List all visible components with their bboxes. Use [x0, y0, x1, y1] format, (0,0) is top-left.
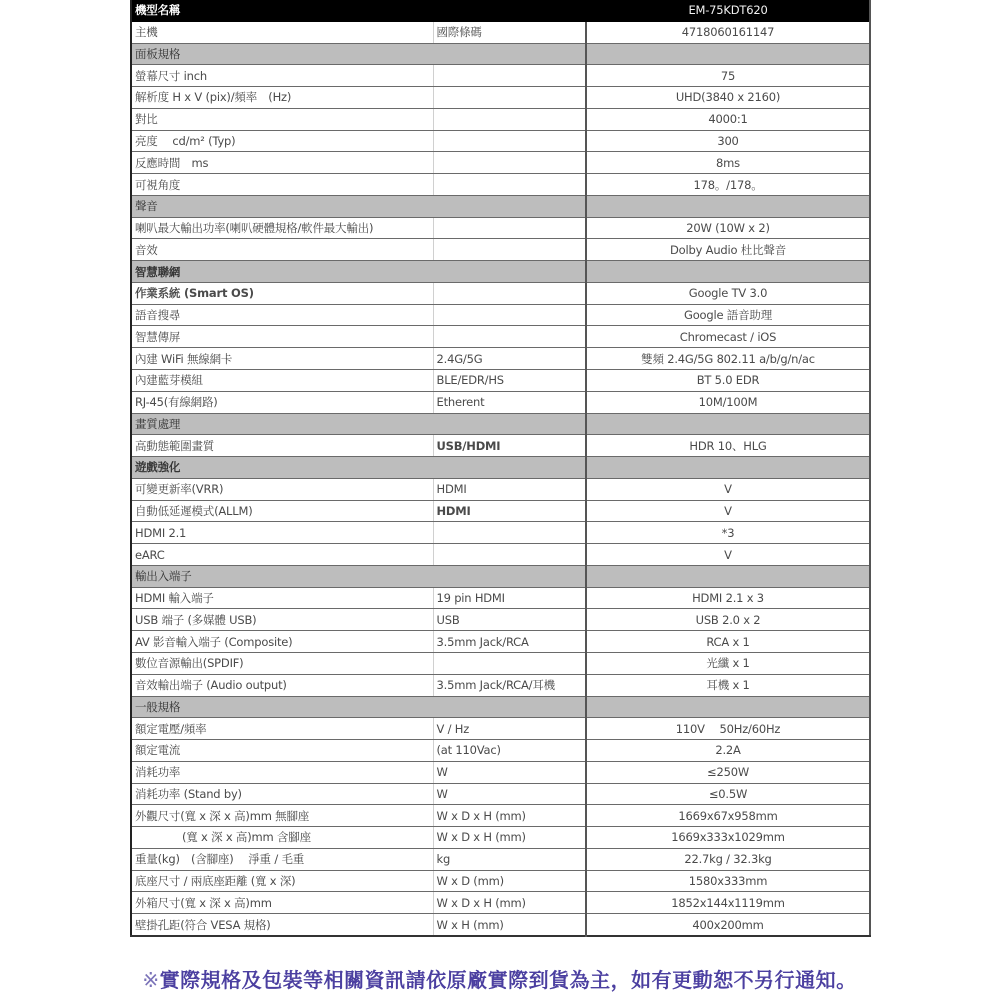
spec-mid [433, 108, 586, 130]
spec-label: AV 影音輸入端子 (Composite) [131, 631, 433, 653]
spec-value: 20W (10W x 2) [586, 217, 870, 239]
table-row [131, 326, 870, 348]
table-row [131, 478, 870, 500]
spec-mid [433, 522, 586, 544]
spec-mid: 3.5mm Jack/RCA/耳機 [433, 674, 586, 696]
reference-mark-icon: ※ [142, 968, 160, 992]
table-row [131, 848, 870, 870]
spec-value: Google 語音助理 [586, 304, 870, 326]
spec-label: 內建藍芽模組 [131, 370, 433, 392]
spec-mid: W [433, 783, 586, 805]
section-title: 輸出入端子 [131, 565, 433, 587]
spec-value: Dolby Audio 杜比聲音 [586, 239, 870, 261]
section-title: 智慧聯網 [131, 261, 433, 283]
spec-value: HDMI 2.1 x 3 [586, 587, 870, 609]
spec-value: ≤250W [586, 761, 870, 783]
table-row [131, 217, 870, 239]
section-header-panel [131, 43, 870, 65]
spec-value: 8ms [586, 152, 870, 174]
spec-mid [433, 87, 586, 109]
spec-mid: W [433, 761, 586, 783]
spec-label: 作業系統 (Smart OS) [131, 282, 433, 304]
table-row [131, 522, 870, 544]
section-title: 遊戲強化 [131, 457, 433, 479]
spec-label: 額定電壓/頻率 [131, 718, 433, 740]
spec-label: 額定電流 [131, 740, 433, 762]
spec-value: Google TV 3.0 [586, 282, 870, 304]
spec-label: 高動態範圍畫質 [131, 435, 433, 457]
table-row [131, 674, 870, 696]
table-row [131, 304, 870, 326]
spec-label: 可視角度 [131, 174, 433, 196]
spec-value: 400x200mm [586, 914, 870, 936]
spec-mid [433, 304, 586, 326]
table-row [131, 370, 870, 392]
spec-label: 反應時間 ms [131, 152, 433, 174]
spec-label: 音效 [131, 239, 433, 261]
disclaimer-text: 實際規格及包裝等相關資訊請依原廠實際到貨為主，如有更動恕不另行通知。 [159, 968, 857, 992]
disclaimer-note [130, 964, 869, 993]
table-row [131, 500, 870, 522]
spec-label: 喇叭最大輸出功率(喇叭硬體規格/軟件最大輸出) [131, 217, 433, 239]
table-row [131, 783, 870, 805]
spec-value: ≤0.5W [586, 783, 870, 805]
table-row [131, 21, 870, 43]
model-name-value: EM-75KDT620 [586, 0, 870, 21]
spec-mid: USB [433, 609, 586, 631]
spec-mid: (at 110Vac) [433, 740, 586, 762]
spec-mid [433, 239, 586, 261]
table-row [131, 892, 870, 914]
spec-mid: HDMI [433, 478, 586, 500]
spec-mid [433, 326, 586, 348]
table-row [131, 391, 870, 413]
section-header-gaming [131, 457, 870, 479]
table-row [131, 805, 870, 827]
spec-mid: 3.5mm Jack/RCA [433, 631, 586, 653]
spec-mid: HDMI [433, 500, 586, 522]
spec-value: 雙頻 2.4G/5G 802.11 a/b/g/n/ac [586, 348, 870, 370]
table-row [131, 65, 870, 87]
spec-value: 1580x333mm [586, 870, 870, 892]
section-title: 聲音 [131, 195, 433, 217]
spec-label: 解析度 H x V (pix)/頻率 (Hz) [131, 87, 433, 109]
spec-label: HDMI 輸入端子 [131, 587, 433, 609]
spec-label: eARC [131, 544, 433, 566]
spec-label: 螢幕尺寸 inch [131, 65, 433, 87]
section-title: 面板規格 [131, 43, 433, 65]
spec-value: HDR 10、HLG [586, 435, 870, 457]
table-row [131, 914, 870, 936]
spec-mid: kg [433, 848, 586, 870]
spec-value: *3 [586, 522, 870, 544]
spec-mid: W x D x H (mm) [433, 892, 586, 914]
spec-label: 智慧傳屏 [131, 326, 433, 348]
spec-mid [433, 282, 586, 304]
spec-label: (寬 x 深 x 高)mm 含腳座 [131, 827, 433, 849]
spec-mid: BLE/EDR/HS [433, 370, 586, 392]
section-header-general [131, 696, 870, 718]
spec-value: 1669x67x958mm [586, 805, 870, 827]
spec-mid [433, 152, 586, 174]
spec-value: 1852x144x1119mm [586, 892, 870, 914]
spec-mid: V / Hz [433, 718, 586, 740]
spec-mid: Etherent [433, 391, 586, 413]
barcode-value: 4718060161147 [586, 21, 870, 43]
spec-mid: W x D x H (mm) [433, 827, 586, 849]
spec-label: 重量(kg) (含腳座) 淨重 / 毛重 [131, 848, 433, 870]
spec-mid: W x D x H (mm) [433, 805, 586, 827]
spec-mid [433, 174, 586, 196]
spec-label: 對比 [131, 108, 433, 130]
spec-label: 外觀尺寸(寬 x 深 x 高)mm 無腳座 [131, 805, 433, 827]
barcode-label: 國際條碼 [433, 21, 586, 43]
spec-label: 數位音源輸出(SPDIF) [131, 652, 433, 674]
spec-value: 1669x333x1029mm [586, 827, 870, 849]
spec-label: HDMI 2.1 [131, 522, 433, 544]
spec-value: USB 2.0 x 2 [586, 609, 870, 631]
table-row [131, 652, 870, 674]
spec-mid: W x D (mm) [433, 870, 586, 892]
section-header-smart [131, 261, 870, 283]
table-row [131, 631, 870, 653]
table-row [131, 152, 870, 174]
table-row [131, 282, 870, 304]
spec-value: 75 [586, 65, 870, 87]
table-header-row [131, 0, 870, 21]
spec-value: Chromecast / iOS [586, 326, 870, 348]
table-row [131, 108, 870, 130]
spec-value: 4000:1 [586, 108, 870, 130]
section-header-io [131, 565, 870, 587]
spec-table [130, 0, 871, 937]
spec-label: 亮度 cd/m² (Typ) [131, 130, 433, 152]
spec-value: BT 5.0 EDR [586, 370, 870, 392]
spec-value: 10M/100M [586, 391, 870, 413]
spec-label: 外箱尺寸(寬 x 深 x 高)mm [131, 892, 433, 914]
spec-value: 110V 50Hz/60Hz [586, 718, 870, 740]
table-row [131, 827, 870, 849]
table-row [131, 761, 870, 783]
spec-value: 300 [586, 130, 870, 152]
spec-label: 底座尺寸 / 兩底座距離 (寬 x 深) [131, 870, 433, 892]
spec-value: V [586, 544, 870, 566]
spec-label: RJ-45(有線網路) [131, 391, 433, 413]
table-row [131, 740, 870, 762]
spec-value: 光纖 x 1 [586, 652, 870, 674]
model-name-label: 機型名稱 [131, 0, 586, 21]
spec-value: 耳機 x 1 [586, 674, 870, 696]
spec-label: 音效輸出端子 (Audio output) [131, 674, 433, 696]
table-row [131, 587, 870, 609]
spec-value: V [586, 478, 870, 500]
table-row [131, 435, 870, 457]
spec-mid [433, 65, 586, 87]
section-header-picture [131, 413, 870, 435]
spec-mid: USB/HDMI [433, 435, 586, 457]
section-title: 一般規格 [131, 696, 433, 718]
spec-label: 消耗功率 [131, 761, 433, 783]
spec-label: 語音搜尋 [131, 304, 433, 326]
spec-label: 內建 WiFi 無線網卡 [131, 348, 433, 370]
spec-mid: W x H (mm) [433, 914, 586, 936]
spec-label: 可變更新率(VRR) [131, 478, 433, 500]
table-row [131, 239, 870, 261]
spec-mid [433, 544, 586, 566]
section-header-audio [131, 195, 870, 217]
spec-value: 22.7kg / 32.3kg [586, 848, 870, 870]
spec-mid: 19 pin HDMI [433, 587, 586, 609]
spec-mid: 2.4G/5G [433, 348, 586, 370]
spec-mid [433, 130, 586, 152]
table-row [131, 130, 870, 152]
table-row [131, 718, 870, 740]
spec-value: 178。/178。 [586, 174, 870, 196]
table-row [131, 87, 870, 109]
table-row [131, 348, 870, 370]
spec-value: V [586, 500, 870, 522]
spec-value: 2.2A [586, 740, 870, 762]
spec-label: 壁掛孔距(符合 VESA 規格) [131, 914, 433, 936]
table-row [131, 174, 870, 196]
spec-mid [433, 217, 586, 239]
spec-mid [433, 652, 586, 674]
table-row [131, 870, 870, 892]
host-label: 主機 [131, 21, 433, 43]
section-title: 畫質處理 [131, 413, 433, 435]
spec-label: 消耗功率 (Stand by) [131, 783, 433, 805]
table-row [131, 544, 870, 566]
spec-value: RCA x 1 [586, 631, 870, 653]
spec-label: USB 端子 (多媒體 USB) [131, 609, 433, 631]
table-row [131, 609, 870, 631]
spec-label: 自動低延遲模式(ALLM) [131, 500, 433, 522]
spec-value: UHD(3840 x 2160) [586, 87, 870, 109]
